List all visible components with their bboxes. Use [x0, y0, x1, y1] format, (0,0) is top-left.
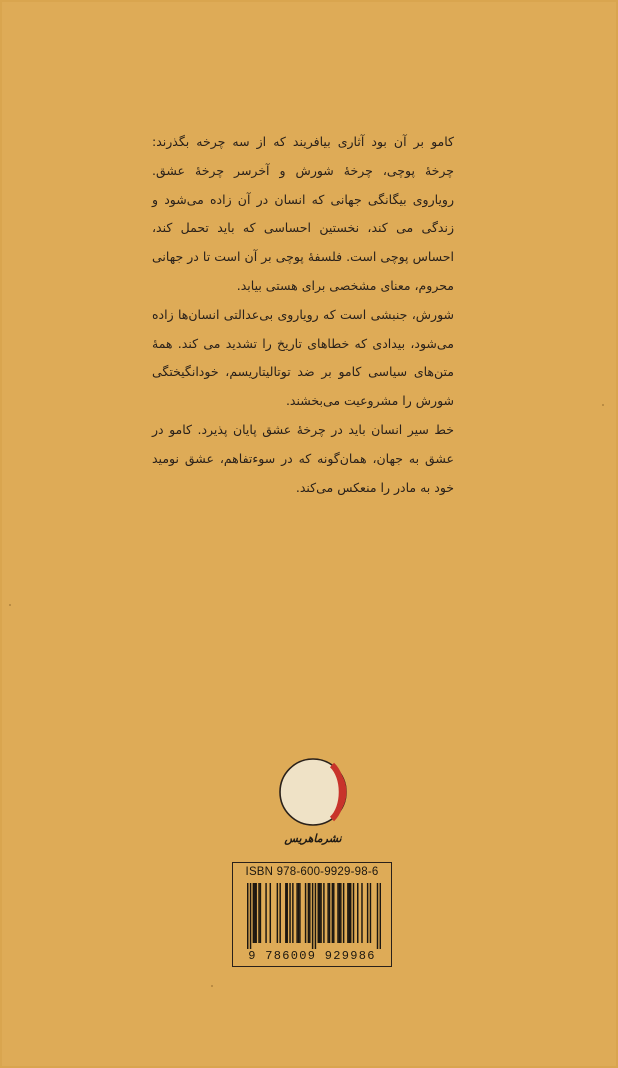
barcode-bar: [247, 883, 248, 949]
barcode-bar: [329, 883, 330, 943]
barcode-bar: [279, 883, 280, 943]
synopsis-paragraph-love: خط سیر انسان باید در چرخهٔ عشق پایان پذیرد. کامو در عشق به جهان، همان‌گونه که در سوءتفاهم، عشق نومید خود به مادر را منعکس می‌کند.: [152, 421, 454, 495]
barcode-bar: [298, 883, 299, 943]
barcode-bar: [312, 883, 313, 949]
barcode-bar: [357, 883, 358, 943]
barcode-bar: [343, 883, 344, 943]
barcode-bar: [318, 883, 319, 943]
barcode-bar: [286, 883, 287, 943]
barcode-bar: [250, 883, 251, 949]
barcode-bar: [319, 883, 320, 943]
barcode-bar: [270, 883, 271, 943]
paper-speck: [9, 604, 11, 606]
barcode-bar: [260, 883, 261, 943]
barcode-bar: [339, 883, 340, 943]
barcode-bar: [333, 883, 334, 943]
synopsis-paragraph-revolt: شورش، جنبشی است که رویاروی بی‌عدالتی انسان‌ها زاده می‌شود، بیدادی که خطاهای تاریخ را تشدید می کند. همهٔ متن‌های سیاسی کامو بر ضد توتالیتاریسم، خودانگیختگی شورش را مشروعیت می‌بخشند.: [152, 306, 454, 409]
barcode-bar: [361, 883, 362, 943]
barcode-bar: [350, 883, 351, 943]
barcode-bar: [320, 883, 321, 943]
barcode-bar: [353, 883, 354, 943]
barcode-bar: [347, 883, 348, 943]
barcode-bar: [305, 883, 306, 943]
barcode-bar: [289, 883, 290, 943]
barcode-bar: [327, 883, 328, 943]
barcode-bar: [367, 883, 368, 943]
barcode-bar: [299, 883, 300, 943]
synopsis-text: [152, 128, 454, 502]
barcode-bar: [309, 883, 310, 943]
barcode-bar: [380, 883, 381, 949]
crescent-moon-logo-icon: [275, 755, 355, 835]
barcode-bar: [255, 883, 256, 943]
barcode-bar: [285, 883, 286, 943]
barcode-bar: [340, 883, 341, 943]
barcode-bar: [315, 883, 316, 949]
barcode-bar: [377, 883, 378, 949]
synopsis-paragraph-absurd: کامو بر آن بود آثاری بیافریند که از سه چرخه بگذرند: چرخهٔ پوچی، چرخهٔ شورش و آخرسر چرخهٔ عشق. رویاروی بیگانگی جهانی که انسان در آن زاده می‌شود و زندگی می کند، نخستین احساسی که باید تحمل کند، احساس پوچی است. فلسفهٔ پوچی بر آن است تا در جهانی محروم، معنای مشخصی برای هستی بیابد.: [152, 134, 454, 293]
isbn-label: ISBN 978-600-9929-98-6: [245, 866, 379, 878]
barcode-digits: 9 786009 929986: [248, 949, 376, 963]
barcode-bar: [370, 883, 371, 943]
paper-speck: [211, 985, 213, 987]
barcode-bar: [258, 883, 259, 943]
barcode-bar: [323, 883, 324, 943]
barcode-bar: [277, 883, 278, 943]
paper-speck: [602, 404, 604, 406]
barcode-bars: [247, 883, 381, 949]
barcode-bar: [253, 883, 254, 943]
barcode-bar: [296, 883, 297, 943]
barcode-bar: [349, 883, 350, 943]
barcode-bar: [265, 883, 266, 943]
barcode-bar: [337, 883, 338, 943]
barcode-bar: [254, 883, 255, 943]
barcode-bar: [308, 883, 309, 943]
isbn-barcode: [232, 862, 392, 967]
barcode-bar: [332, 883, 333, 943]
barcode-bar: [292, 883, 293, 943]
publisher-name: نشرماهریس: [284, 832, 342, 845]
